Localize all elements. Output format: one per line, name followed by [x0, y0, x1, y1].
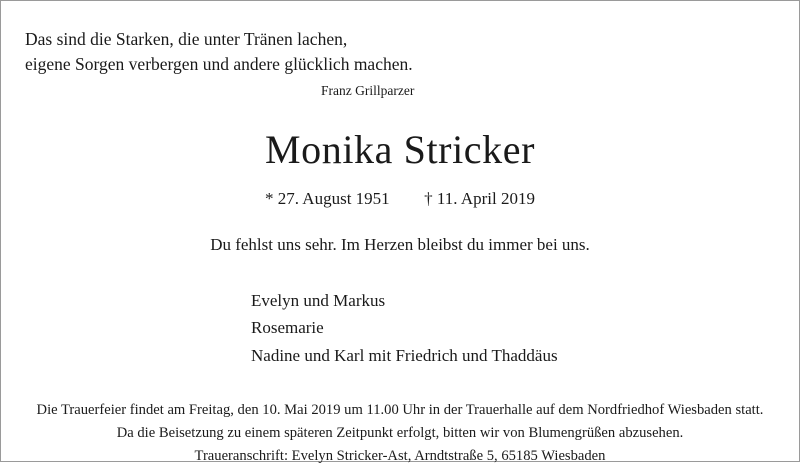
- quote-line: Das sind die Starken, die unter Tränen lachen,: [25, 29, 348, 49]
- deceased-name: Monika Stricker: [264, 126, 536, 172]
- list-item: Evelyn und Markus: [251, 290, 386, 310]
- survivors-list: [23, 287, 777, 370]
- quote-author: Franz Grillparzer: [321, 82, 415, 98]
- condolence-address-line: Traueranschrift: Evelyn Stricker-Ast, Arndtstraße 5, 65185 Wiesbaden: [194, 448, 606, 465]
- funeral-details: [23, 399, 777, 468]
- life-dates: [23, 189, 777, 209]
- quote-line: eigene Sorgen verbergen und andere glücklich machen.: [25, 53, 413, 74]
- list-item: Rosemarie: [251, 318, 324, 338]
- memorial-message: Du fehlst uns sehr. Im Herzen bleibst du immer bei uns.: [210, 234, 590, 254]
- birth-date: * 27. August 1951: [264, 188, 390, 208]
- list-item: Nadine und Karl mit Friedrich und Thaddäus: [251, 345, 558, 365]
- death-date: † 11. April 2019: [424, 188, 535, 208]
- flowers-note-line: Da die Beisetzung zu einem späteren Zeitpunkt erfolgt, bitten wir von Blumengrüßen abzusehen.: [116, 425, 684, 442]
- funeral-service-line: Die Trauerfeier findet am Freitag, den 10. Mai 2019 um 11.00 Uhr in der Trauerhalle auf dem Nordfriedhof Wiesbaden statt.: [36, 402, 764, 419]
- quote-block: [25, 27, 777, 77]
